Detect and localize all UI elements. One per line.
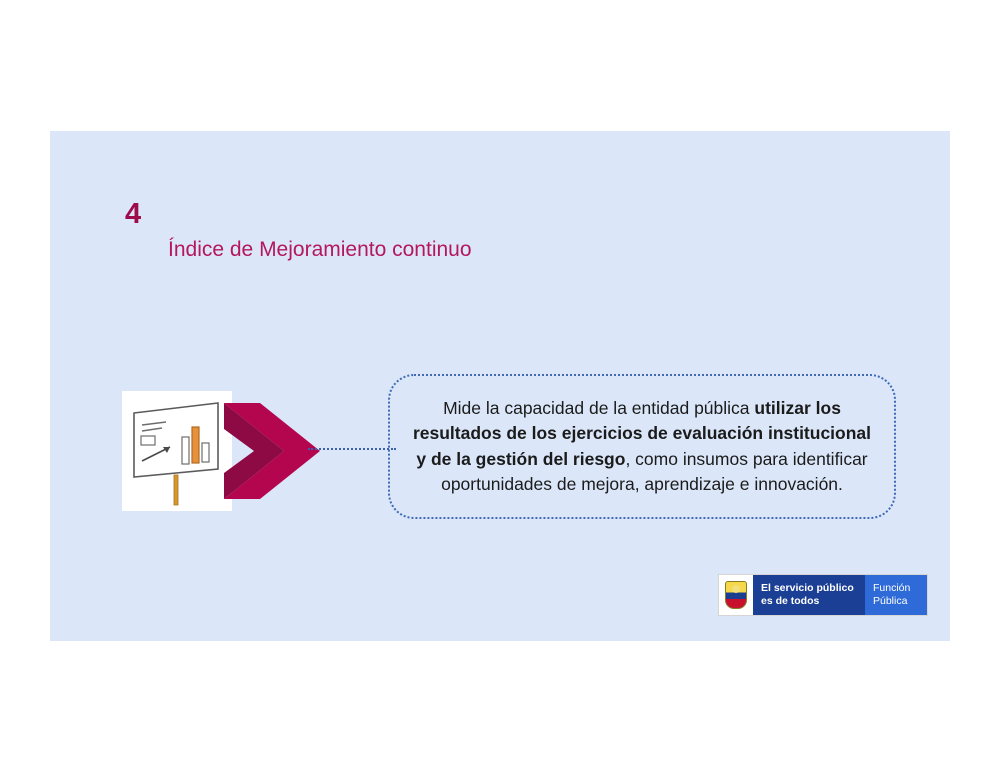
logo-slogan-line1: El servicio público <box>761 582 854 595</box>
callout-lead: Mide la capacidad de la entidad pública <box>443 397 755 418</box>
logo-brand-line2: Pública <box>873 595 908 607</box>
colombia-coat-of-arms-icon <box>719 575 753 615</box>
logo-slogan <box>753 575 865 615</box>
presentation-board-illustration <box>122 391 302 511</box>
logo-brand <box>865 575 927 615</box>
dotted-connector <box>308 448 396 452</box>
slide-canvas <box>50 131 950 641</box>
callout-box <box>388 374 896 519</box>
callout-text <box>412 396 872 498</box>
logo-slogan-line2: es de todos <box>761 595 820 607</box>
logo-brand-line1: Función <box>873 582 911 595</box>
callout-bold: utilizar los resultados de los ejercicios de evaluación institucional y de la gestión del riesgo <box>412 397 872 469</box>
section-number: 4 <box>125 198 142 230</box>
page-title: Índice de Mejoramiento continuo <box>168 238 472 261</box>
logo-government-colombia <box>718 574 928 616</box>
callout-tail: , como insumos para identificar oportunidades de mejora, aprendizaje e innovación. <box>441 448 868 494</box>
